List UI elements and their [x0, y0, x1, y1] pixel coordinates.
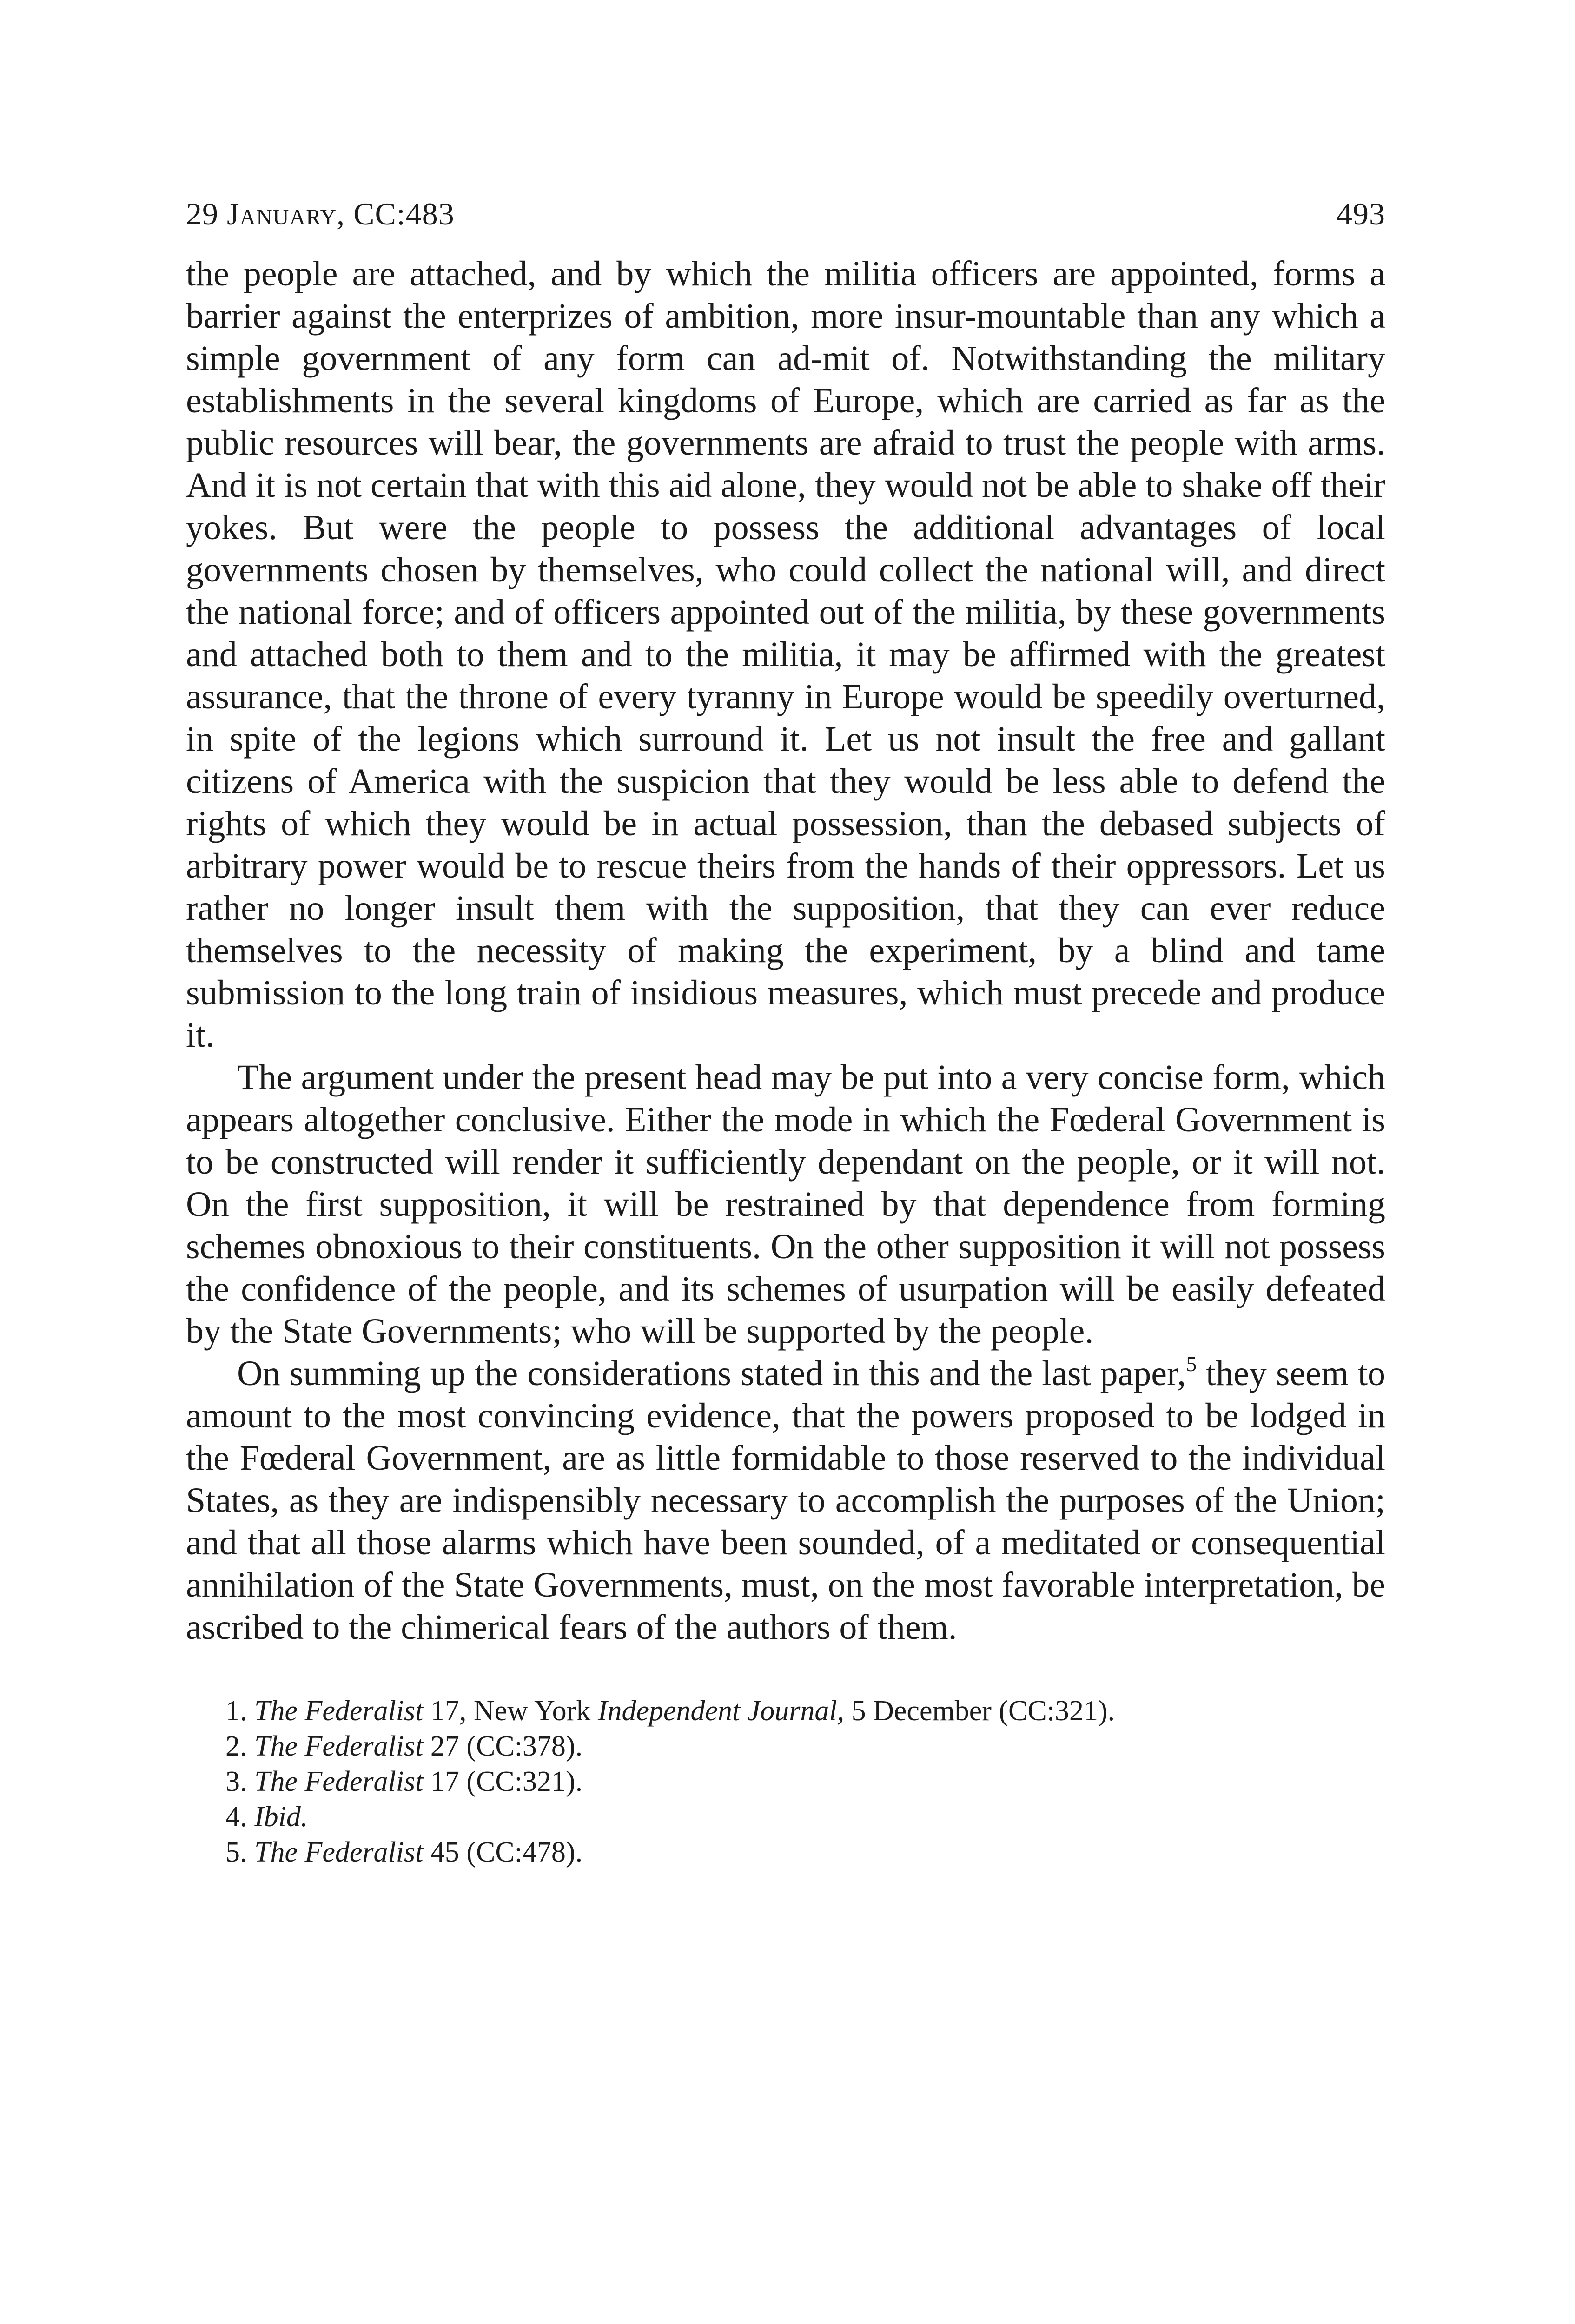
footnote-title: The Federalist [254, 1730, 424, 1762]
document-page [186, 195, 1385, 1870]
running-head [186, 195, 1385, 232]
paragraph-3-text-after: they seem to amount to the most convincing evidence, that the powers proposed to be lodged in the Fœderal Government, are as little formidable to those reserved to the individual States, as they are indispensibly necessary to accomplish the purposes of the Union; and that all those alarms which have been sounded, of a meditated or consequential annihilation of the State Governments, must, on the most favorable interpretation, be ascribed to the chimerical fears of the authors of them. [186, 1354, 1385, 1647]
footnote-3 [225, 1764, 1385, 1799]
paragraph-2: The argument under the present head may be put into a very concise form, which appears altogether conclusive. Either the mode in which the Fœderal Government is to be constructed will render it sufficiently dependant on the people, or it will not. On the first supposition, it will be restrained by that dependence from forming schemes obnoxious to their constituents. On the other supposition it will not possess the confidence of the people, and its schemes of usurpation will be easily defeated by the State Governments; who will be supported by the people. [186, 1058, 1385, 1351]
header-date-rest: , CC:483 [337, 196, 455, 231]
footnote-text: 5 December (CC:321). [844, 1695, 1115, 1727]
footnote-text: 27 (CC:378). [423, 1730, 583, 1762]
body-text [186, 253, 1385, 1649]
running-head-title [186, 195, 455, 232]
footnote-1 [225, 1693, 1385, 1729]
paragraph-3-text-before: On summing up the considerations stated in this and the last paper, [237, 1354, 1186, 1393]
footnote-number: 5. [225, 1836, 247, 1868]
footnote-text: 17, New York [423, 1695, 598, 1727]
footnote-number: 1. [225, 1695, 247, 1727]
page-number: 493 [1337, 196, 1385, 231]
footnote-2 [225, 1729, 1385, 1764]
footnote-4 [225, 1799, 1385, 1835]
footnote-number: 2. [225, 1730, 247, 1762]
footnote-text: 45 (CC:478). [423, 1836, 583, 1868]
footnote-title: The Federalist [254, 1766, 424, 1797]
footnote-title: The Federalist [254, 1695, 424, 1727]
footnote-title: Independent Journal, [597, 1695, 845, 1727]
footnote-title: Ibid. [254, 1801, 308, 1833]
header-date-day: 29 [186, 196, 227, 231]
footnotes [186, 1693, 1385, 1870]
footnote-number: 3. [225, 1766, 247, 1797]
footnote-reference: 5 [1186, 1352, 1197, 1376]
header-date-month: January [227, 196, 337, 231]
footnote-title: The Federalist [254, 1836, 424, 1868]
paragraph-1: the people are attached, and by which the militia officers are appointed, forms a barrier against the enterprizes of ambition, more insur-mountable than any which a simple government of any form can ad-mit of. Notwithstanding the military establishments in the several kingdoms of Europe, which are carried as far as the public resources will bear, the governments are afraid to trust the people with arms. And it is not certain that with this aid alone, they would not be able to shake off their yokes. But were the people to possess the additional advantages of local governments chosen by themselves, who could collect the national will, and direct the national force; and of officers appointed out of the militia, by these governments and attached both to them and to the militia, it may be affirmed with the greatest assurance, that the throne of every tyranny in Europe would be speedily overturned, in spite of the legions which surround it. Let us not insult the free and gallant citizens of America with the suspicion that they would be less able to defend the rights of which they would be in actual possession, than the debased subjects of arbitrary power would be to rescue theirs from the hands of their oppressors. Let us rather no longer insult them with the supposition, that they can ever reduce themselves to the necessity of making the experiment, by a blind and tame submission to the long train of insidious measures, which must precede and produce it. [186, 254, 1385, 1055]
footnote-5 [225, 1835, 1385, 1870]
footnote-number: 4. [225, 1801, 247, 1833]
footnote-text: 17 (CC:321). [423, 1766, 583, 1797]
paragraph-3 [186, 1353, 1385, 1649]
